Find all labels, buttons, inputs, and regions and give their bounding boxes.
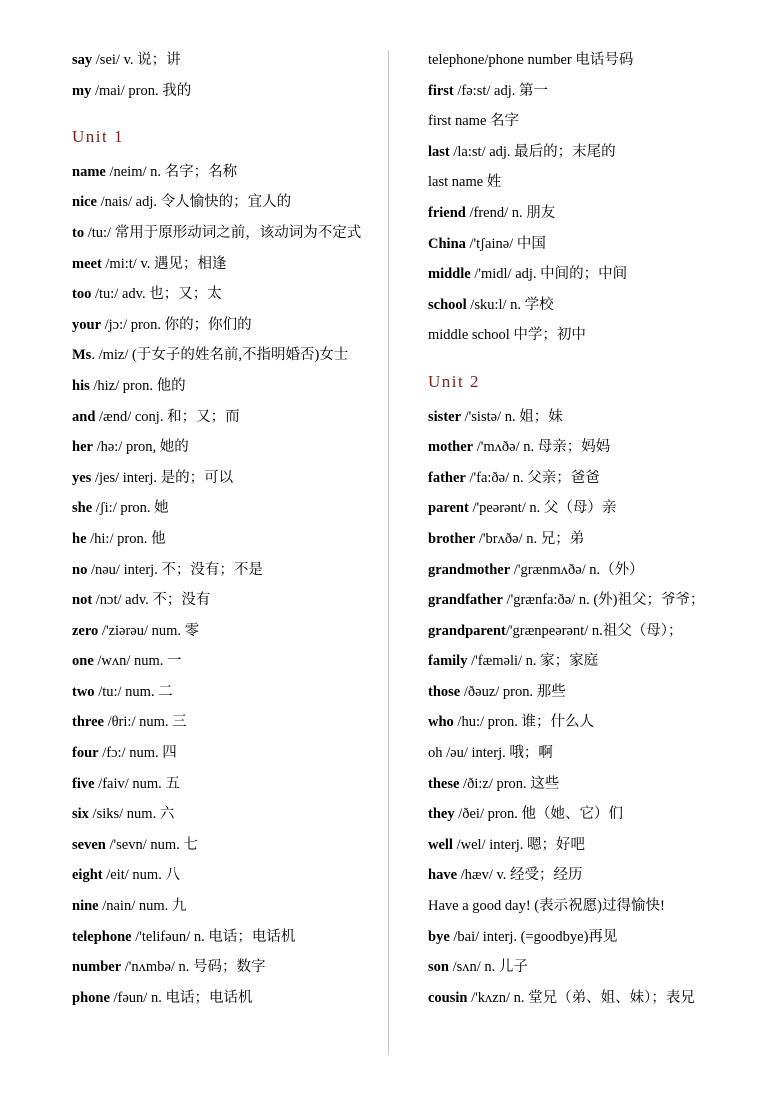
vocab-word: six [72,806,89,823]
vocab-definition: /θri:/ num. 三 [103,714,187,731]
vocab-definition: /wel/ interj. 嗯；好吧 [452,836,586,853]
vocab-definition: /nais/ adj. 令人愉快的；宜人的 [96,194,292,211]
vocab-entry [428,320,758,351]
vocab-word: zero [72,622,99,639]
vocab-word: four [72,745,99,762]
vocab-definition: /'peərənt/ n. 父（母）亲 [468,500,617,517]
vocab-entry [72,830,382,861]
vocab-definition: /jɔ:/ pron. 你的；你们的 [101,316,252,333]
vocab-word: son [428,959,449,976]
vocab-definition: /ðəuz/ pron. 那些 [460,683,566,700]
vocab-word: China [428,235,466,252]
vocab-entry [428,402,758,433]
vocab-word: not [72,592,93,609]
vocab-definition: /nain/ num. 九 [98,898,187,915]
vocab-definition: /mai/ pron. 我的 [91,82,192,99]
vocab-definition: last name 姓 [428,174,502,191]
vocab-word: and [72,408,96,425]
vocab-entry [428,707,758,738]
vocab-word: nine [72,898,99,915]
vocab-word: no [72,561,88,578]
vocab-word: brother [428,530,476,547]
vocab-definition: /wʌn/ num. 一 [93,653,182,670]
vocab-entry [72,45,382,76]
vocab-definition: . /miz/ (于女子的姓名前,不指明婚否)女士 [91,347,349,364]
vocab-definition: /'grænpeərənt/ n.祖父（母）； [505,622,683,639]
vocab-entry [428,106,758,137]
left-column [72,45,382,1013]
vocab-word: have [428,867,457,884]
vocab-definition: /'grænmʌðə/ n.（外） [510,561,644,578]
vocab-word: nice [72,194,97,211]
column-divider [388,50,389,1055]
vocab-definition: telephone/phone number 电话号码 [428,52,634,68]
vocab-word: one [72,653,94,670]
vocab-word: phone [72,989,110,1006]
vocab-word: five [72,775,95,792]
vocab-word: her [72,439,93,456]
vocab-definition: /'telifəun/ n. 电话；电话机 [131,928,296,945]
vocab-entry [72,891,382,922]
vocab-definition: /ænd/ conj. 和；又；而 [95,408,240,425]
vocab-definition: /tu:/ num. 二 [94,683,173,700]
vocab-entry [72,340,382,371]
vocab-entry [428,616,758,647]
vocab-definition: /'kʌzn/ n. 堂兄（弟、姐、妹）；表兄 [467,989,695,1006]
vocab-entry [428,646,758,677]
vocab-entry [428,45,758,76]
vocab-definition: oh /əu/ interj. 哦；啊 [428,745,553,762]
vocab-word: to [72,224,85,241]
vocab-entry [428,259,758,290]
vocab-definition: /hə:/ pron, 她的 [92,439,189,456]
vocab-entry [72,860,382,891]
vocab-word: telephone [72,928,132,945]
vocab-entry [72,922,382,953]
vocab-definition: /nɔt/ adv. 不；没有 [92,592,211,609]
vocab-definition: /sku:l/ n. 学校 [466,296,554,313]
vocab-definition: /ði:z/ pron. 这些 [459,775,560,792]
vocab-definition: /'mʌðə/ n. 母亲；妈妈 [473,439,611,456]
vocab-word: seven [72,836,106,853]
vocab-word: he [72,530,87,547]
vocab-entry [72,463,382,494]
vocab-word: she [72,500,93,517]
vocab-definition: /'tʃainə/ 中国 [465,235,546,252]
vocab-definition: /frend/ n. 朋友 [465,204,556,221]
vocab-word: grandparent [428,622,506,639]
vocab-entry [428,524,758,555]
vocab-definition: /'sevn/ num. 七 [105,836,198,853]
vocab-entry [72,555,382,586]
vocab-word: yes [72,469,92,486]
vocab-definition: /hu:/ pron. 谁；什么人 [453,714,594,731]
vocab-entry [72,218,382,249]
vocab-word: too [72,286,92,303]
vocab-entry [72,707,382,738]
vocab-entry [428,137,758,168]
vocab-definition: /'fæməli/ n. 家；家庭 [467,653,599,670]
vocab-word: say [72,52,93,68]
vocab-entry [72,76,382,107]
vocab-definition: /'nʌmbə/ n. 号码；数字 [121,959,266,976]
vocab-entry [72,187,382,218]
vocab-entry [428,952,758,983]
vocab-word: school [428,296,467,313]
vocab-entry [72,310,382,341]
vocab-entry [72,524,382,555]
vocab-word: sister [428,408,462,425]
vocab-definition: /faiv/ num. 五 [94,775,180,792]
vocab-definition: /sei/ v. 说；讲 [92,52,181,68]
vocab-definition: /fə:st/ adj. 第一 [453,82,549,99]
vocab-entry [428,76,758,107]
vocab-entry [428,555,758,586]
vocab-entry [428,585,758,616]
vocab-entry [72,279,382,310]
vocab-word: Ms [72,347,92,364]
vocab-definition: /sʌn/ n. 儿子 [448,959,528,976]
vocab-word: middle [428,266,471,283]
vocab-word: last [428,143,450,160]
vocab-word: bye [428,928,450,945]
vocab-definition: middle school 中学；初中 [428,327,586,344]
vocab-word: his [72,377,90,394]
vocab-entry [72,769,382,800]
vocab-definition: /tu:/ 常用于原形动词之前，该动词为不定式 [84,224,362,241]
vocab-entry [72,646,382,677]
vocab-definition: /hi:/ pron. 他 [86,530,166,547]
vocab-entry [72,157,382,188]
vocab-definition: /ðei/ pron. 他（她、它）们 [454,806,623,823]
vocab-definition: Have a good day! (表示祝愿)过得愉快! [428,898,665,915]
vocab-word: your [72,316,101,333]
vocab-entry [72,952,382,983]
unit-heading: Unit 2 [428,371,480,391]
vocab-entry [428,799,758,830]
vocab-entry [72,371,382,402]
vocab-word: they [428,806,455,823]
vocab-word: those [428,683,461,700]
vocab-word: three [72,714,104,731]
vocab-entry [72,677,382,708]
vocab-word: grandmother [428,561,511,578]
vocab-entry [428,290,758,321]
vocab-definition: /mi:t/ v. 遇见；相逢 [101,255,227,272]
vocab-word: friend [428,204,466,221]
vocab-word: meet [72,255,102,272]
vocab-definition: first name 名字 [428,113,520,130]
vocab-word: these [428,775,460,792]
vocab-entry [72,738,382,769]
vocab-definition: /'sistə/ n. 姐；妹 [461,408,563,425]
vocab-definition: /'fa:ðə/ n. 父亲；爸爸 [465,469,600,486]
vocab-entry [428,229,758,260]
vocab-definition: /eit/ num. 八 [102,867,180,884]
vocab-entry [72,402,382,433]
unit-heading: Unit 1 [72,127,124,147]
right-column [428,45,758,1013]
vocab-entry [72,249,382,280]
vocab-definition: /la:st/ adj. 最后的；末尾的 [449,143,616,160]
vocab-entry [428,198,758,229]
vocab-word: well [428,836,453,853]
vocab-entry [72,983,382,1014]
vocab-word: first [428,82,454,99]
vocab-definition: /siks/ num. 六 [88,806,175,823]
vocab-entry [428,677,758,708]
vocab-word: cousin [428,989,468,1006]
vocab-definition: /jes/ interj. 是的；可以 [91,469,234,486]
vocab-entry [72,799,382,830]
vocab-entry [428,830,758,861]
vocab-entry [428,983,758,1014]
vocab-entry [72,493,382,524]
vocab-entry [72,616,382,647]
vocab-entry [428,769,758,800]
vocab-word: two [72,683,95,700]
vocab-entry [428,167,758,198]
vocab-definition: /fəun/ n. 电话；电话机 [109,989,253,1006]
vocab-definition: /hæv/ v. 经受；经历 [457,867,583,884]
vocab-word: grandfather [428,592,503,609]
vocab-definition: /fɔ:/ num. 四 [98,745,177,762]
vocab-word: name [72,163,106,180]
vocab-definition: /tu:/ adv. 也；又；太 [91,286,222,303]
vocab-entry [72,432,382,463]
vocab-definition: /nəu/ interj. 不；没有；不是 [87,561,263,578]
vocab-word: father [428,469,466,486]
vocab-entry [72,585,382,616]
vocab-entry [428,463,758,494]
vocab-word: who [428,714,454,731]
vocab-word: my [72,82,92,99]
vocab-definition: /bai/ interj. (=goodbye)再见 [449,928,618,945]
vocab-definition: /neim/ n. 名字；名称 [105,163,238,180]
vocab-definition: /'midl/ adj. 中间的；中间 [470,266,628,283]
vocab-word: family [428,653,468,670]
vocab-word: parent [428,500,469,517]
vocab-word: mother [428,439,474,456]
vocab-entry [428,891,758,922]
vocab-word: number [72,959,122,976]
vocab-entry [428,922,758,953]
vocab-entry [428,493,758,524]
vocab-definition: /'ziərəu/ num. 零 [98,622,200,639]
vocab-entry [428,432,758,463]
vocab-definition: /'grænfa:ðə/ n. (外)祖父；爷爷； [502,592,705,609]
vocab-definition: /'brʌðə/ n. 兄；弟 [475,530,585,547]
vocab-entry [428,738,758,769]
vocab-entry [428,860,758,891]
vocab-word: eight [72,867,103,884]
vocab-definition: /ʃi:/ pron. 她 [92,500,169,517]
vocab-definition: /hiz/ pron. 他的 [89,377,186,394]
